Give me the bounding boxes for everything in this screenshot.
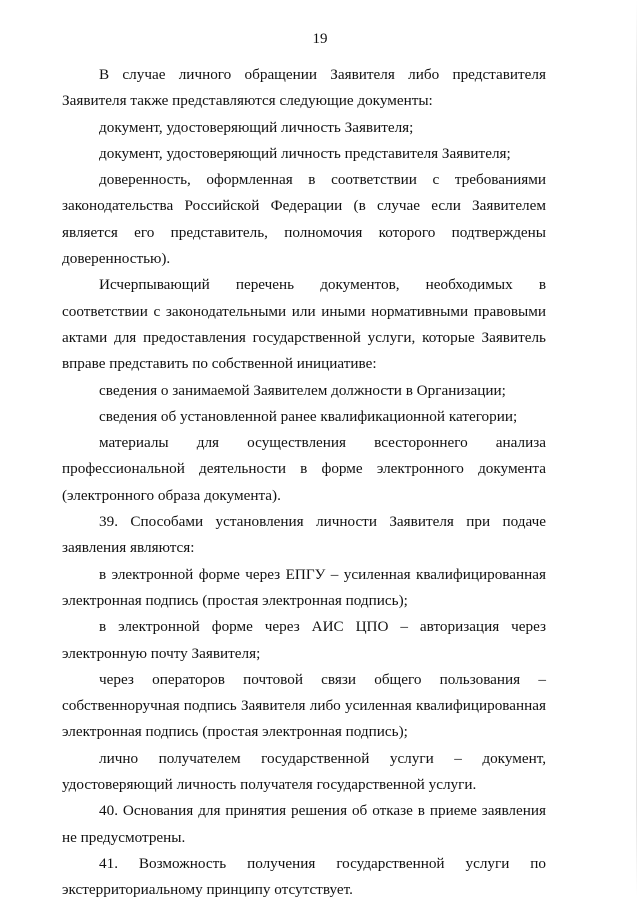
- paragraph-optional-documents-intro: Исчерпывающий перечень документов, необходимых в соответствии с законодательными или иными нормативными правовыми актами для предоставления государственной услуги, которые Заявитель вправе представить по собственной инициативе:: [62, 276, 546, 373]
- page-number: 19: [312, 31, 328, 47]
- paragraph-power-of-attorney: доверенность, оформленная в соответствии с требованиями законодательства Российской Федерации (в случае если Заявителем является его представитель, полномочия которого подтверждены доверенностью).: [62, 171, 546, 268]
- paragraph-39-identification-methods: 39. Способами установления личности Заявителя при подаче заявления являются:: [62, 513, 546, 557]
- paragraph-postal-operators: через операторов почтовой связи общего пользования – собственноручная подпись Заявителя либо усиленная квалифицированная электронная подпись (простая электронная подпись);: [62, 670, 546, 741]
- paragraph-qualification-category: сведения об установленной ранее квалификационной категории;: [99, 407, 518, 425]
- paragraph-position-info: сведения о занимаемой Заявителем должности в Организации;: [99, 381, 506, 399]
- paragraph-personal-appeal-intro: В случае личного обращении Заявителя либо представителя Заявителя также представляются следующие документы:: [62, 66, 546, 110]
- paragraph-epgu-signature: в электронной форме через ЕПГУ – усиленная квалифицированная электронная подпись (простая электронная подпись);: [62, 565, 546, 609]
- paragraph-analysis-materials: материалы для осуществления всестороннего анализа профессиональной деятельности в форме электронного документа (электронного образа документа).: [62, 434, 546, 504]
- paragraph-40-refusal-grounds: 40. Основания для принятия решения об отказе в приеме заявления не предусмотрены.: [62, 802, 546, 846]
- paragraph-ais-cpo-authorization: в электронной форме через АИС ЦПО – авторизация через электронную почту Заявителя;: [62, 618, 546, 662]
- document-body: [62, 62, 546, 904]
- scan-edge-line: [636, 0, 637, 897]
- paragraph-representative-id-document: документ, удостоверяющий личность представителя Заявителя;: [99, 144, 511, 162]
- paragraph-in-person: лично получателем государственной услуги – документ, удостоверяющий личность получателя государственной услуги.: [62, 749, 546, 794]
- paragraph-41-extraterritorial: 41. Возможность получения государственной услуги по экстерриториальному принципу отсутствует.: [62, 854, 546, 899]
- paragraph-applicant-id-document: документ, удостоверяющий личность Заявителя;: [99, 118, 414, 136]
